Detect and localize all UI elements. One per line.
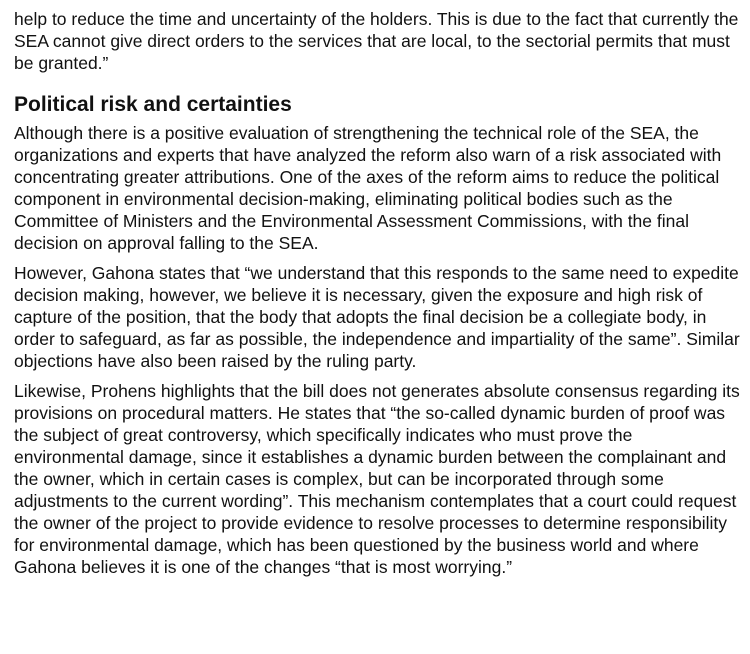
paragraph-evaluation: Although there is a positive evaluation of strengthening the technical role of the SEA, the organizations and experts that have analyzed the reform also warn of a risk associated with concentrating greater attributions. One of the axes of the reform aims to reduce the political component in environmental decision-making, eliminating political bodies such as the Committee of Ministers and the Environmental Assessment Commissions, with the final decision on approval falling to the SEA. <box>14 123 722 253</box>
paragraph-gahona: However, Gahona states that “we understand that this responds to the same need to expedite decision making, however, we believe it is necessary, given the exposure and high risk of capture of the position, that the body that adopts the final decision be a collegiate body, in order to safeguard, as far as possible, the independence and impartiality of the same”. Similar objections have also been raised by the ruling party. <box>14 263 740 371</box>
article-body <box>14 8 740 586</box>
section-heading: Political risk and certainties <box>14 93 292 116</box>
paragraph-intro: help to reduce the time and uncertainty of the holders. This is due to the fact that currently the SEA cannot give direct orders to the services that are local, to the sectorial permits that must be granted.” <box>14 9 739 73</box>
paragraph-prohens: Likewise, Prohens highlights that the bill does not generates absolute consensus regarding its provisions on procedural matters. He states that “the so-called dynamic burden of proof was the subject of great controversy, which specifically indicates who must prove the environmental damage, since it establishes a dynamic burden between the complainant and the owner, which in certain cases is complex, but can be incorporated through some adjustments to the current wording”. This mechanism contemplates that a court could request the owner of the project to provide evidence to resolve processes to determine responsibility for environmental damage, which has been questioned by the business world and where Gahona believes it is one of the changes “that is most worrying.” <box>14 381 740 577</box>
